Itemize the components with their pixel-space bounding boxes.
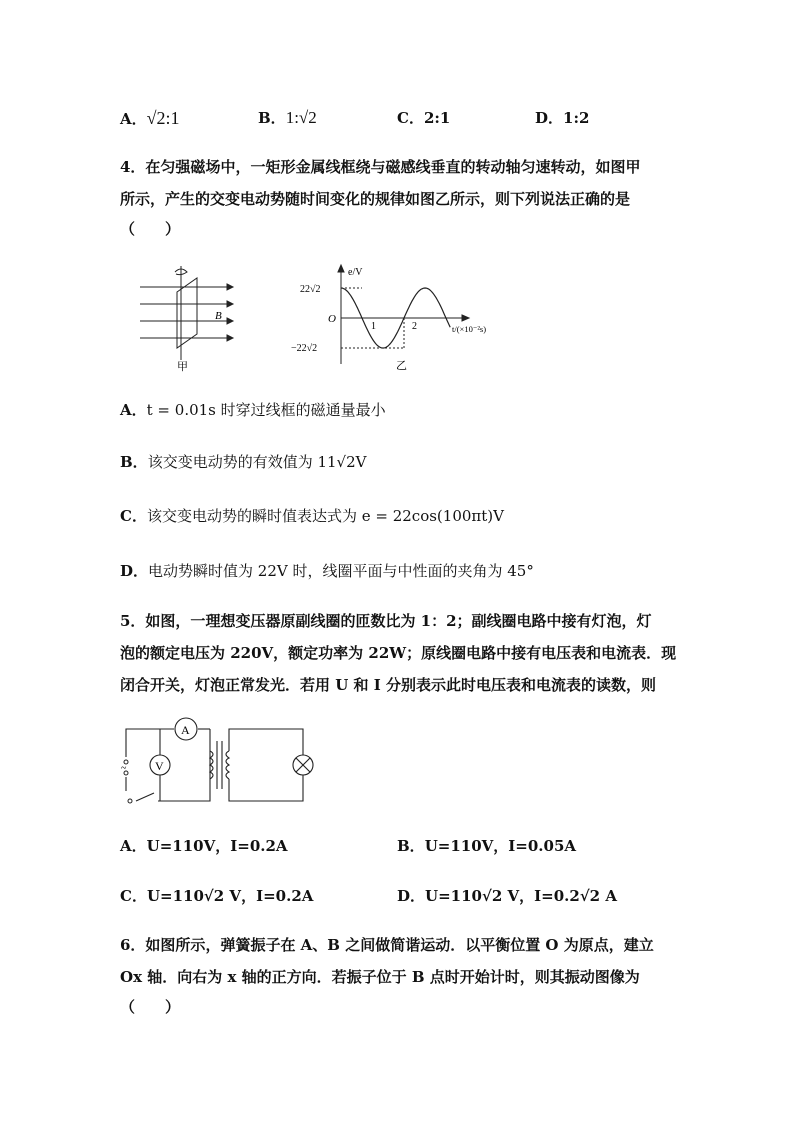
q5-voltmeter-label: V <box>155 759 164 773</box>
q4-x-tick-1: 1 <box>371 321 376 332</box>
q4-yi-caption: 乙 <box>396 360 407 372</box>
q3-option-a: A．√2:1 <box>120 108 180 128</box>
q5-stem-line2: 泡的额定电压为 220V，额定功率为 22W；原线圈电路中接有电压表和电流表．现 <box>120 644 677 662</box>
q6-stem-line1: 6．如图所示，弹簧振子在 A、B 之间做简谐运动．以平衡位置 O 为原点，建立 <box>120 936 654 954</box>
q4-origin-label: O <box>328 313 336 325</box>
q5-source-symbol: ~ <box>121 763 127 774</box>
q3-option-c: C．2:1 <box>397 109 451 127</box>
q4-jia-caption: 甲 <box>177 361 188 373</box>
q5-stem-line1: 5．如图，一理想变压器原副线圈的匝数比为 1：2；副线圈电路中接有灯泡，灯 <box>120 612 652 630</box>
q5-stem-line3: 闭合开关，灯泡正常发光．若用 U 和 I 分别表示此时电压表和电流表的读数，则 <box>120 676 656 694</box>
q3-option-b: B．1:√2 <box>258 108 317 127</box>
q4-figure-jia <box>135 262 245 377</box>
q4-blank: （ ） <box>120 220 181 238</box>
q5-circuit-figure <box>118 715 333 810</box>
q4-y-max-label: 22√2 <box>300 284 321 295</box>
q4-y-axis-label: e/V <box>348 267 363 278</box>
q5-option-b: B．U=110V，I=0.05A <box>397 837 577 855</box>
q4-option-c: C．该交变电动势的瞬时值表达式为 e = 22cos(100πt)V <box>120 507 504 525</box>
q5-ammeter-label: A <box>181 723 190 737</box>
q6-blank: （ ） <box>120 998 181 1016</box>
q4-figure-yi <box>286 262 501 377</box>
q5-option-d: D．U=110√2 V，I=0.2√2 A <box>397 887 617 905</box>
q4-option-d: D．电动势瞬时值为 22V 时，线圈平面与中性面的夹角为 45° <box>120 562 534 580</box>
q4-x-axis-label: t/(×10⁻²s) <box>452 324 487 334</box>
q5-option-a: A．U=110V，I=0.2A <box>120 837 288 855</box>
q4-stem-line2: 所示，产生的交变电动势随时间变化的规律如图乙所示，则下列说法正确的是 <box>120 190 631 208</box>
q4-option-b: B．该交变电动势的有效值为 11√2V <box>120 453 367 471</box>
q4-jia-label-b: B <box>215 310 222 322</box>
q5-option-c: C．U=110√2 V，I=0.2A <box>120 887 314 905</box>
q3-option-d: D．1:2 <box>535 109 590 127</box>
q4-stem-line1: 4．在匀强磁场中，一矩形金属线框绕与磁感线垂直的转动轴匀速转动，如图甲 <box>120 158 641 176</box>
q4-option-a: A．t = 0.01s 时穿过线框的磁通量最小 <box>120 401 386 419</box>
q4-y-min-label: −22√2 <box>291 343 318 354</box>
q4-x-tick-2: 2 <box>412 321 417 332</box>
q6-stem-line2: Ox 轴．向右为 x 轴的正方向．若振子位于 B 点时开始计时，则其振动图像为 <box>120 968 640 986</box>
